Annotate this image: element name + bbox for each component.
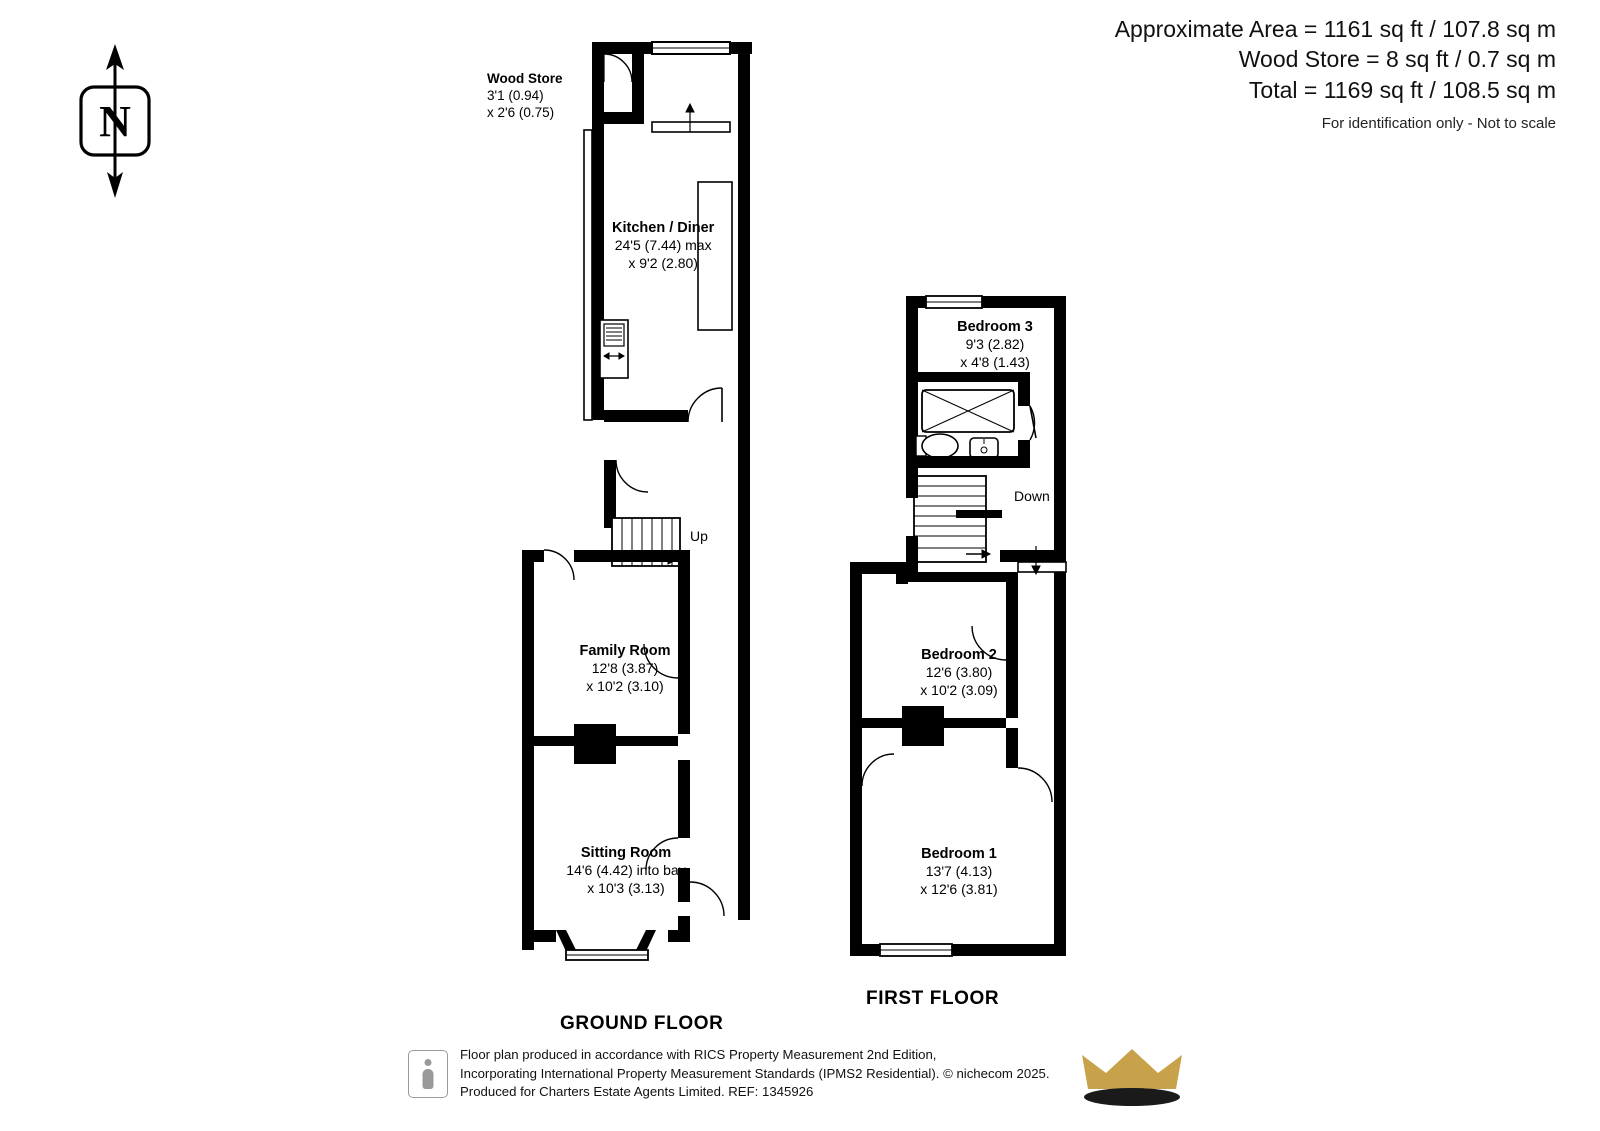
crown-logo-icon <box>1078 1045 1186 1107</box>
bedroom-2-name: Bedroom 2 <box>921 647 997 663</box>
bedroom-1-dim-2: x 12'6 (3.81) <box>920 880 998 897</box>
bedroom-3-dim-1: 9'3 (2.82) <box>965 336 1025 353</box>
bedroom-1-name: Bedroom 1 <box>921 846 997 862</box>
wood-store-name: Wood Store <box>487 71 563 86</box>
sitting-room-name: Sitting Room <box>580 845 672 861</box>
sitting-room-label <box>520 844 732 898</box>
north-arrow-icon <box>64 40 166 202</box>
scale-disclaimer-text: For identification only - Not to scale <box>1321 115 1556 133</box>
wood-store-label <box>487 70 563 121</box>
sitting-room-dim-2: x 10'3 (3.13) <box>587 879 665 896</box>
kitchen-diner-dim-1: 24'5 (7.44) max <box>614 237 712 254</box>
compass-north-letter: N <box>99 96 131 146</box>
first-stairs-down-label: Down <box>1014 488 1050 504</box>
ground-floor-title: GROUND FLOOR <box>560 1013 724 1034</box>
bedroom-1-label <box>866 845 1052 899</box>
family-room-label <box>540 642 710 696</box>
area-summary <box>1115 14 1556 134</box>
bedroom-3-name: Bedroom 3 <box>957 319 1033 335</box>
sitting-room-dim-1: 14'6 (4.42) into bay <box>566 862 686 879</box>
footer-copyright: © nichecom 2025. <box>943 1065 1050 1081</box>
total-area-text: Total = 1169 sq ft / 108.5 sq m <box>1248 76 1556 103</box>
bedroom-3-dim-2: x 4'8 (1.43) <box>960 353 1030 370</box>
ground-stairs-up-label: Up <box>690 528 708 544</box>
footer-line-1: Floor plan produced in accordance with RICS Property Measurement 2nd Edition, <box>460 1047 937 1062</box>
family-room-dim-2: x 10'2 (3.10) <box>586 677 664 694</box>
wood-store-dim-1: 3'1 (0.94) <box>487 88 544 103</box>
bedroom-1-dim-1: 13'7 (4.13) <box>925 863 993 880</box>
bedroom-2-dim-2: x 10'2 (3.09) <box>920 681 998 698</box>
kitchen-diner-label <box>612 219 714 273</box>
bedroom-2-dim-1: 12'6 (3.80) <box>925 664 993 681</box>
footer-line-3: Produced for Charters Estate Agents Limited. REF: 1345926 <box>460 1084 814 1100</box>
approximate-area-text: Approximate Area = 1161 sq ft / 107.8 sq m <box>1114 16 1556 42</box>
kitchen-diner-name: Kitchen / Diner <box>612 220 715 236</box>
family-room-name: Family Room <box>579 643 671 659</box>
wood-store-area-text: Wood Store = 8 sq ft / 0.7 sq m <box>1238 46 1556 73</box>
compass-rose <box>72 78 158 164</box>
bedroom-2-label <box>866 646 1052 700</box>
bedroom-3-label <box>902 318 1088 372</box>
footer-line-2: Incorporating International Property Measurement Standards (IPMS2 Residential). <box>460 1065 940 1081</box>
first-floor-title: FIRST FLOOR <box>866 988 1000 1009</box>
kitchen-diner-dim-2: x 9'2 (2.80) <box>628 254 698 271</box>
person-icon <box>408 1050 448 1098</box>
family-room-dim-1: 12'8 (3.87) <box>591 660 659 677</box>
wood-store-dim-2: x 2'6 (0.75) <box>487 105 555 120</box>
